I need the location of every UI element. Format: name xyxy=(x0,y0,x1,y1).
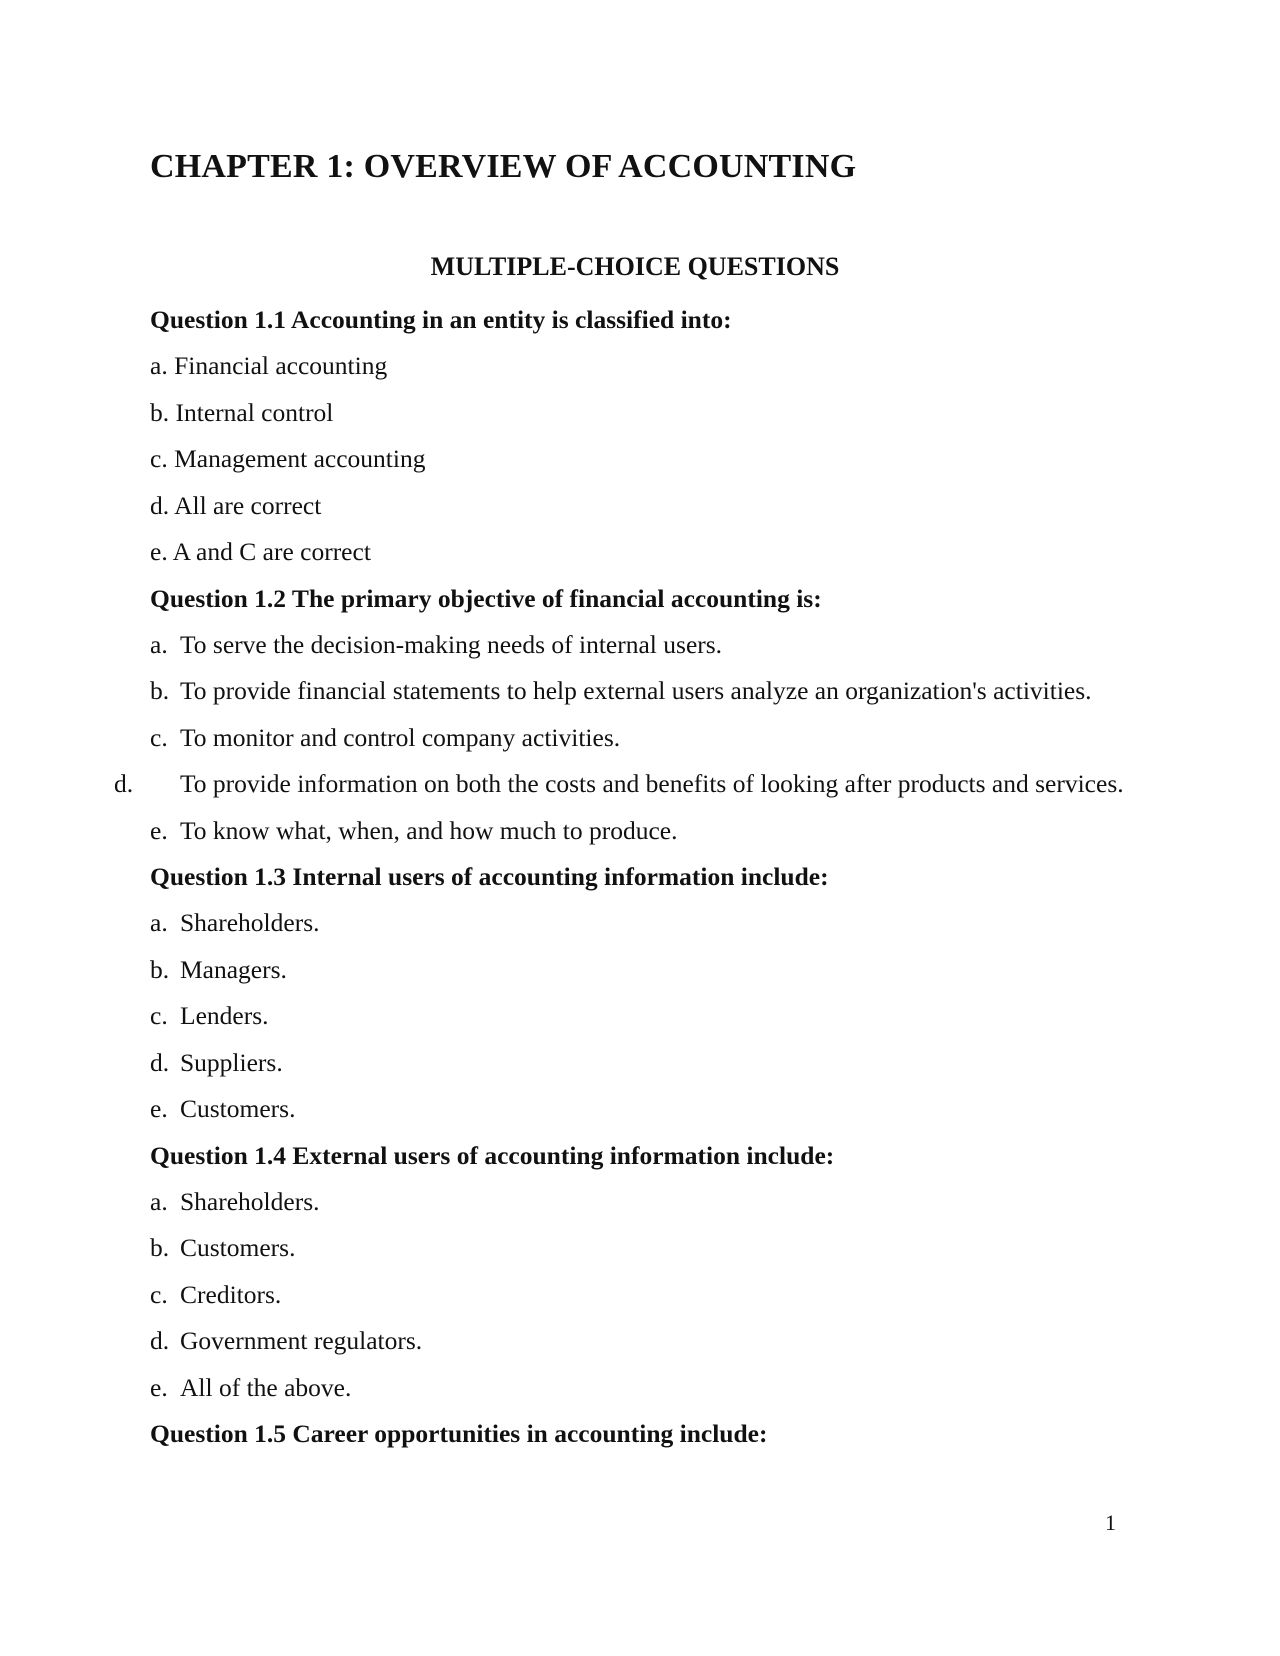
option-1-1-b xyxy=(150,390,1140,437)
option-text: Government regulators. xyxy=(180,1326,423,1355)
option-text: To provide information on both the costs and benefits of looking after products and services. xyxy=(180,769,1124,798)
option-text: Managers. xyxy=(180,954,287,984)
option-1-2-c xyxy=(150,715,1140,762)
question-1-4: Question 1.4 External users of accounting information include: xyxy=(150,1140,835,1170)
option-letter: a. xyxy=(150,908,168,937)
option-letter: c. xyxy=(150,1279,168,1309)
option-letter: c. xyxy=(150,444,168,473)
option-text: Management accounting xyxy=(174,444,426,473)
option-1-2-b xyxy=(150,668,1140,715)
option-1-3-a xyxy=(150,900,1140,947)
option-text: A and C are correct xyxy=(172,537,371,566)
option-letter: b. xyxy=(150,397,170,427)
option-text: To know what, when, and how much to produce. xyxy=(180,815,678,845)
option-letter: c. xyxy=(150,722,168,752)
option-1-1-e xyxy=(150,529,1140,576)
option-1-4-d xyxy=(150,1318,1140,1365)
option-1-4-a xyxy=(150,1179,1140,1226)
option-text: Financial accounting xyxy=(174,351,388,380)
option-text: To serve the decision-making needs of internal users. xyxy=(180,629,723,659)
option-letter: e. xyxy=(150,1094,168,1123)
option-text: To monitor and control company activities. xyxy=(180,722,621,752)
question-list xyxy=(114,297,1140,1457)
question-1-1: Question 1.1 Accounting in an entity is classified into: xyxy=(150,305,732,334)
option-text: Internal control xyxy=(175,397,334,427)
option-letter: a. xyxy=(150,629,168,659)
option-text: All are correct xyxy=(174,490,322,520)
option-1-3-b xyxy=(150,947,1140,994)
option-letter: c. xyxy=(150,1001,168,1030)
chapter-title: CHAPTER 1: OVERVIEW OF ACCOUNTING xyxy=(150,148,857,185)
option-text: Customers. xyxy=(180,1233,296,1262)
option-letter: e. xyxy=(150,1372,168,1402)
option-letter: e. xyxy=(150,537,168,566)
option-text: Shareholders. xyxy=(180,908,320,937)
option-1-4-b xyxy=(150,1225,1140,1272)
option-letter: d. xyxy=(150,490,170,520)
option-letter: d. xyxy=(114,769,134,798)
option-text: Lenders. xyxy=(180,1001,269,1030)
option-1-1-a xyxy=(150,343,1140,390)
option-letter: e. xyxy=(150,815,168,845)
option-text: All of the above. xyxy=(180,1372,352,1402)
option-1-1-c xyxy=(150,436,1140,483)
option-1-3-e xyxy=(150,1086,1140,1133)
option-letter: d. xyxy=(150,1047,170,1077)
option-1-3-c xyxy=(150,993,1140,1040)
option-text: Suppliers. xyxy=(180,1047,283,1077)
option-text: Customers. xyxy=(180,1094,296,1123)
option-1-1-d xyxy=(150,483,1140,530)
option-text: Creditors. xyxy=(180,1279,282,1309)
option-text: To provide financial statements to help external users analyze an organization's activities. xyxy=(180,676,1092,705)
option-1-4-e xyxy=(150,1365,1140,1412)
option-letter: a. xyxy=(150,351,168,380)
question-1-3: Question 1.3 Internal users of accounting information include: xyxy=(150,862,829,891)
option-1-2-d xyxy=(114,761,1140,808)
option-letter: b. xyxy=(150,1233,170,1262)
option-letter: b. xyxy=(150,676,170,705)
option-letter: a. xyxy=(150,1186,168,1216)
option-letter: b. xyxy=(150,954,170,984)
option-text: Shareholders. xyxy=(180,1186,320,1216)
page-number: 1 xyxy=(1105,1510,1116,1535)
option-1-4-c xyxy=(150,1272,1140,1319)
option-1-2-a xyxy=(150,622,1140,669)
option-letter: d. xyxy=(150,1326,170,1355)
option-1-3-d xyxy=(150,1040,1140,1087)
question-1-5: Question 1.5 Career opportunities in accounting include: xyxy=(150,1419,768,1448)
question-1-2: Question 1.2 The primary objective of financial accounting is: xyxy=(150,583,822,613)
option-1-2-e xyxy=(150,808,1140,855)
section-heading: MULTIPLE-CHOICE QUESTIONS xyxy=(430,252,840,281)
